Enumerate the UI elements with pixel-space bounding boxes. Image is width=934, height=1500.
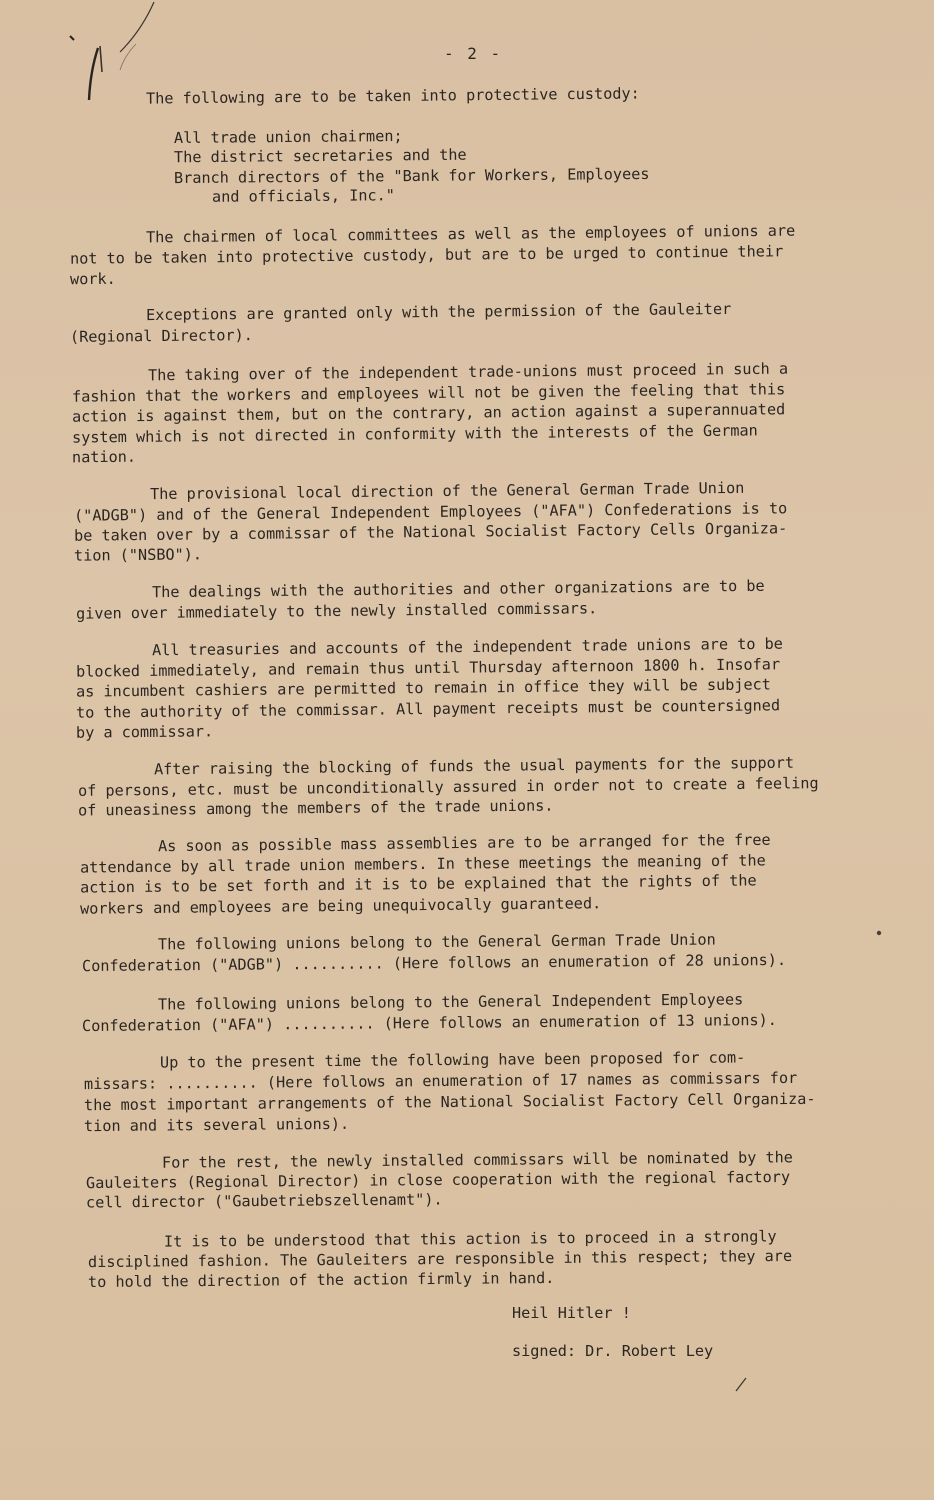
paragraph-line: disciplined fashion. The Gauleiters are responsible in this respect; they are: [87, 1246, 793, 1272]
paragraph-line: as incumbent cashiers are permitted to remain in office they will be subject: [75, 675, 771, 701]
closing-salutation: Heil Hitler !: [512, 1304, 631, 1322]
paragraph-line: work.: [69, 269, 116, 289]
paragraph-line: ("ADGB") and of the General Independent Employees ("AFA") Confederations is to: [73, 499, 788, 525]
paragraph-line: The following unions belong to the General German Trade Union: [157, 930, 716, 954]
signature-line: signed: Dr. Robert Ley: [512, 1342, 714, 1360]
paragraph-line: to hold the direction of the action firmly in hand.: [87, 1268, 555, 1292]
paragraph-line: blocked immediately, and remain thus until Thursday afternoon 1800 h. Insofar: [75, 655, 781, 681]
paragraph-line: Up to the present time the following have been proposed for com-: [159, 1048, 746, 1072]
paragraph-line: nation.: [71, 447, 137, 467]
paragraph-line: All treasuries and accounts of the independent trade unions are to be: [151, 634, 783, 660]
paragraph-line: Exceptions are granted only with the permission of the Gauleiter: [145, 299, 732, 325]
paragraph-line: missars: .......... (Here follows an enumeration of 17 names as commissars for: [83, 1068, 798, 1094]
paragraph-line: of persons, etc. must be unconditionally assured in order not to create a feeling: [77, 774, 819, 800]
paragraph-line: The provisional local direction of the General German Trade Union: [149, 478, 745, 504]
custody-list-item: Branch directors of the "Bank for Workers, Employees: [173, 164, 650, 188]
paragraph-line: by a commissar.: [75, 722, 214, 742]
page-number: - 2 -: [444, 44, 503, 63]
intro-line: The following are to be taken into protective custody:: [145, 84, 640, 108]
paragraph-line: tion ("NSBO").: [73, 545, 203, 565]
margin-dot-mark: [874, 928, 884, 938]
custody-list-item: and officials, Inc.": [211, 186, 395, 206]
paragraph-line: system which is not directed in conformity with the interests of the German: [71, 421, 758, 447]
paragraph-line: fashion that the workers and employees will not be given the feeling that this: [71, 380, 786, 406]
paragraph-line: The taking over of the independent trade-unions must proceed in such a: [147, 359, 789, 385]
paragraph-line: For the rest, the newly installed commissars will be nominated by the: [161, 1148, 793, 1172]
custody-list-item: All trade union chairmen;: [173, 127, 403, 147]
paragraph-line: attendance by all trade union members. In these meetings the meaning of the: [79, 851, 766, 877]
paragraph-line: to the authority of the commissar. All payment receipts must be countersigned: [75, 696, 781, 722]
paragraph-line: not to be taken into protective custody, but are to be urged to continue their: [69, 242, 784, 268]
paragraph-line: The following unions belong to the General Independent Employees: [157, 990, 744, 1014]
paragraph-line: Confederation ("ADGB") .......... (Here follows an enumeration of 28 unions).: [81, 950, 787, 976]
paragraph-line: After raising the blocking of funds the usual payments for the support: [153, 753, 795, 779]
paragraph-line: the most important arrangements of the National Socialist Factory Cell Organiza-: [83, 1089, 816, 1115]
paragraph-line: (Regional Director).: [69, 326, 253, 346]
paragraph-line: given over immediately to the newly installed commissars.: [75, 599, 598, 623]
paragraph-line: Gauleiters (Regional Director) in close cooperation with the regional factory: [85, 1167, 791, 1193]
paragraph-line: tion and its several unions).: [83, 1114, 350, 1136]
margin-tick-mark: [730, 1375, 750, 1395]
paragraph-line: The dealings with the authorities and other organizations are to be: [151, 576, 765, 602]
paragraph-line: be taken over by a commissar of the National Socialist Factory Cells Organiza-: [73, 519, 788, 545]
paragraph-line: As soon as possible mass assemblies are to be arranged for the free: [157, 830, 771, 856]
paragraph-line: action is against them, but on the contrary, an action against a superannuated: [71, 400, 786, 426]
paragraph-line: Confederation ("AFA") .......... (Here follows an enumeration of 13 unions).: [81, 1010, 777, 1036]
paragraph-line: It is to be understood that this action is to proceed in a strongly: [163, 1227, 777, 1251]
paragraph-line: workers and employees are being unequivocally guaranteed.: [79, 894, 602, 918]
paragraph-line: action is to be set forth and it is to be explained that the rights of the: [79, 871, 757, 897]
paragraph-line: of uneasiness among the members of the trade unions.: [77, 796, 554, 820]
custody-list-item: The district secretaries and the: [173, 145, 467, 167]
paragraph-line: The chairmen of local committees as well as the employees of unions are: [145, 221, 796, 247]
paragraph-line: cell director ("Gaubetriebszellenamt").: [85, 1190, 443, 1212]
